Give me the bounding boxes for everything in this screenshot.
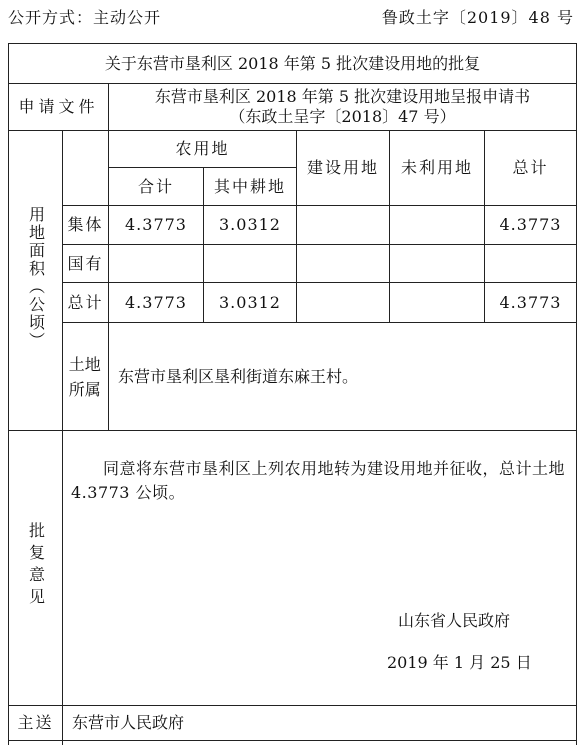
next-row-value-cell (63, 741, 577, 745)
land-area-label-cell (9, 131, 63, 431)
application-document (109, 84, 577, 131)
cell-total: 4.3773 (485, 206, 577, 245)
approval-form-table (8, 43, 577, 745)
cell-cultivated: 3.0312 (204, 283, 297, 323)
document-number: 鲁政土字〔2019〕48 号 (381, 8, 574, 27)
cell-subtotal: 4.3773 (109, 283, 204, 323)
col-cultivated: 其中耕地 (204, 168, 297, 206)
recipient-value: 东营市人民政府 (63, 706, 577, 741)
row-label: 国有 (63, 245, 109, 283)
form-title: 关于东营市垦利区 2018 年第 5 批次建设用地的批复 (9, 44, 577, 84)
col-subtotal: 合计 (109, 168, 204, 206)
next-row-label-cell (9, 741, 63, 745)
approval-label-cell (9, 431, 63, 706)
col-unused: 未利用地 (390, 131, 485, 206)
approval-label: 批复意见 (26, 521, 46, 610)
cell-total (485, 245, 577, 283)
cell-unused (390, 245, 485, 283)
disclosure-mode: 公开方式：主动公开 (8, 8, 162, 27)
table-row (9, 206, 577, 245)
approval-text: 同意将东营市垦利区上列农用地转为建设用地并征收，总计土地 4.3773 公顷。 (71, 459, 566, 502)
document-header (8, 8, 574, 28)
approval-date: 2019 年 1 月 25 日 (387, 653, 532, 672)
table-row (9, 245, 577, 283)
cell-cultivated (204, 245, 297, 283)
col-agricultural: 农用地 (109, 131, 297, 168)
application-label: 申请文件 (9, 84, 109, 131)
recipient-label: 主送 (9, 706, 63, 741)
cell-total: 4.3773 (485, 283, 577, 323)
application-document-number: （东政土呈字〔2018〕47 号） (229, 107, 456, 126)
col-construction: 建设用地 (297, 131, 390, 206)
cell-construction (297, 283, 390, 323)
application-document-title: 东营市垦利区 2018 年第 5 批次建设用地呈报申请书 (154, 87, 531, 106)
ownership-label-cell (63, 323, 109, 431)
col-total: 总计 (485, 131, 577, 206)
ownership-label: 土地所属 (68, 354, 101, 399)
cell-construction (297, 206, 390, 245)
cell-unused (390, 283, 485, 323)
cell-cultivated: 3.0312 (204, 206, 297, 245)
cell-unused (390, 206, 485, 245)
cell-subtotal: 4.3773 (109, 206, 204, 245)
row-header-blank (63, 131, 109, 206)
cell-subtotal (109, 245, 204, 283)
cell-construction (297, 245, 390, 283)
approval-signer: 山东省人民政府 (398, 611, 511, 630)
ownership-value: 东营市垦利区垦利街道东麻王村。 (109, 323, 577, 431)
land-area-label: 用地面积（公顷） (26, 206, 46, 350)
approval-body (63, 431, 576, 705)
approval-opinion (63, 431, 577, 706)
row-label: 集体 (63, 206, 109, 245)
table-row (9, 283, 577, 323)
row-label: 总计 (63, 283, 109, 323)
